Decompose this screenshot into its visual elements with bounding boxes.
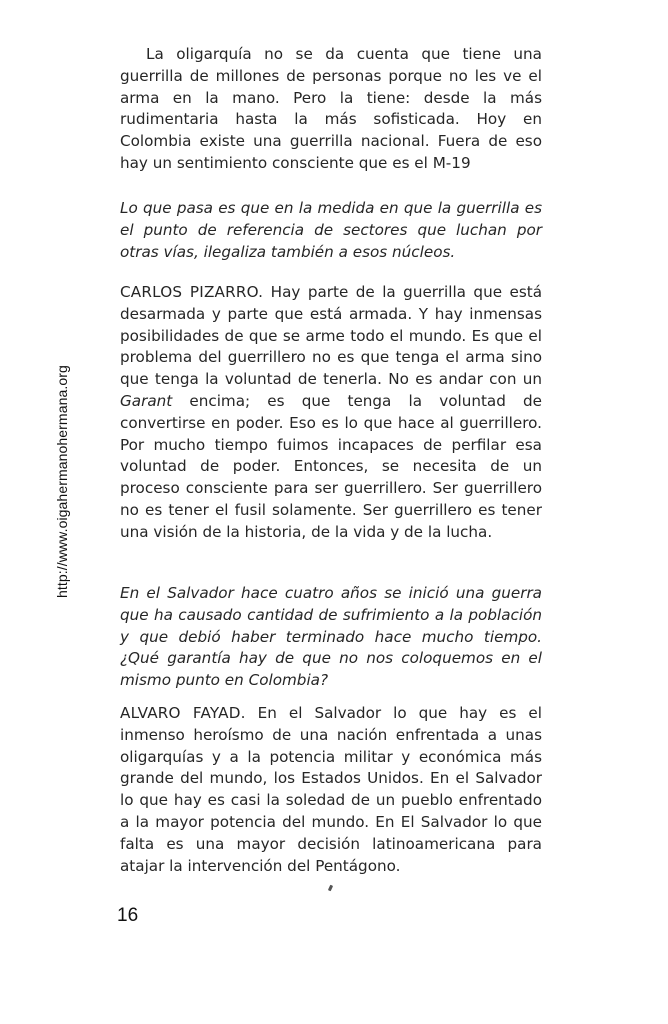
side-url-watermark: http://www.oigahermanohermana.org bbox=[54, 365, 70, 598]
interviewer-question-2-block bbox=[120, 583, 542, 692]
opening-paragraph-block bbox=[120, 44, 542, 175]
page-number: 16 bbox=[117, 905, 139, 926]
speaker-name-fayad: ALVARO FAYAD. bbox=[120, 704, 246, 722]
opening-paragraph: La oligarquía no se da cuenta que tiene una guerrilla de millones de personas porque no les ve el arma en la mano. Pero la tiene: desde la más rudimentaria hasta la más sofisticada. Hoy en Colombia existe una guerrilla nacional. Fuera de eso hay un sentimiento consciente que es el M-19 bbox=[120, 45, 542, 172]
answer-fayad-text: En el Salvador lo que hay es el inmenso heroísmo de una nación enfrentada a unas oligarquías y a la potencia militar y económica más grande del mundo, los Estados Unidos. En el Salvador lo que hay es casi la soledad de un pueblo enfrentado a la mayor potencia del mundo. En El Salvador lo que falta es una mayor decisión latinoamericana para atajar la intervención del Pentágono. bbox=[120, 704, 542, 875]
scan-speck bbox=[328, 885, 333, 892]
answer-pizarro-block bbox=[120, 282, 542, 544]
answer-pizarro-text-part-1: Hay parte de la guerrilla que está desarmada y parte que está armada. Y hay inmensas posibilidades de que se arme todo el mundo. Es que el problema del guerrillero no es que tenga el arma sino que tenga la voluntad de tenerla. No es andar con un bbox=[120, 283, 543, 389]
answer-pizarro-text-part-2: encima; es que tenga la voluntad de convertirse en poder. Eso es lo que hace al guerrillero. Por mucho tiempo fuimos incapaces de perfilar esa voluntad de poder. Entonces, se necesita de un proceso consciente para ser guerrillero. Ser guerrillero no es tener el fusil solamente. Ser guerrillero es tener una visión de la historia, de la vida y de la lucha. bbox=[120, 391, 542, 541]
speaker-name-pizarro: CARLOS PIZARRO. bbox=[120, 283, 264, 301]
answer-fayad-block bbox=[120, 703, 542, 877]
interviewer-question-1: Lo que pasa es que en la medida en que la guerrilla es el punto de referencia de sectores que luchan por otras vías, ilegaliza también a esos núcleos. bbox=[120, 199, 542, 261]
garant-emphasis: Garant bbox=[120, 391, 173, 410]
interviewer-question-1-block bbox=[120, 198, 542, 263]
answer-fayad bbox=[120, 703, 542, 877]
interviewer-question-2: En el Salvador hace cuatro años se inició una guerra que ha causado cantidad de sufrimiento a la población y que debió haber terminado hace mucho tiempo. ¿Qué garantía hay de que no nos coloquemos en el mismo punto en Colombia? bbox=[120, 584, 542, 690]
answer-pizarro bbox=[120, 282, 542, 544]
